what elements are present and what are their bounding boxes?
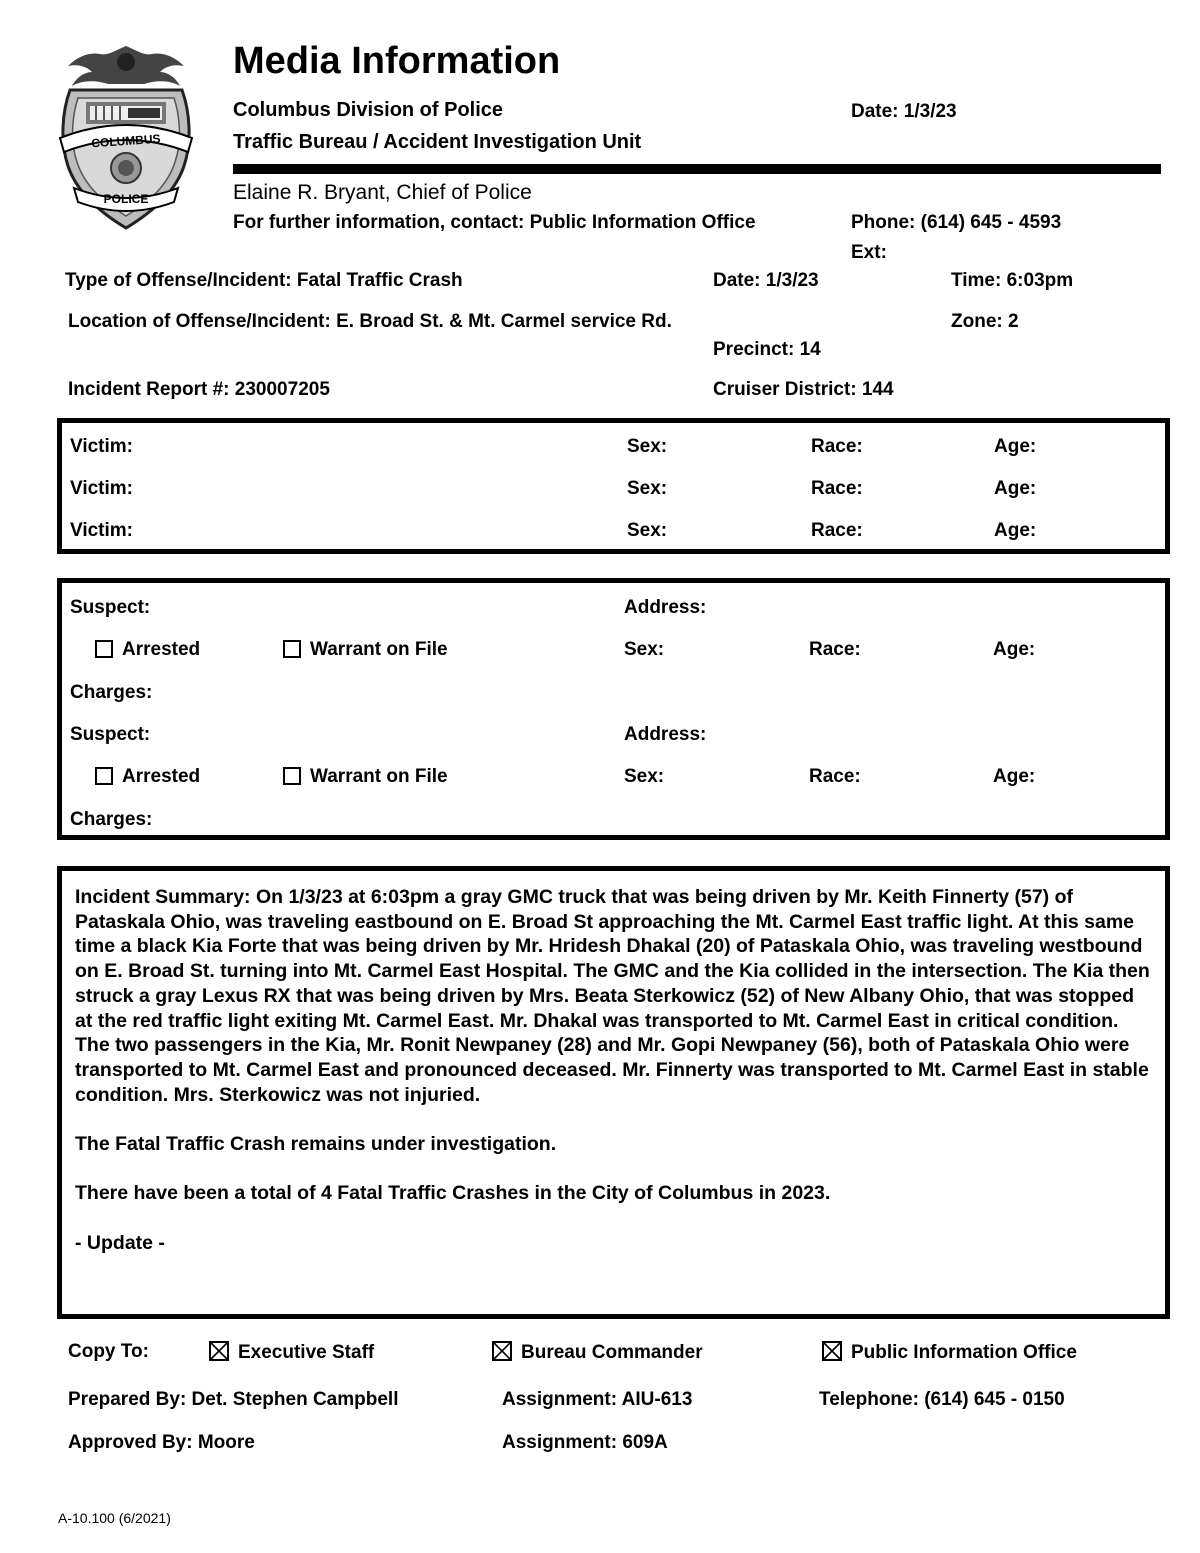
incident-precinct: Precinct: 14 xyxy=(713,339,821,360)
incident-time: Time: 6:03pm xyxy=(951,270,1074,291)
suspect-age: Age: xyxy=(993,766,1036,787)
victim-sex: Sex: xyxy=(627,520,668,541)
page-title: Media Information xyxy=(233,40,561,82)
warrant-checkbox[interactable] xyxy=(283,640,301,658)
victim-sex: Sex: xyxy=(627,478,668,499)
victim-race: Race: xyxy=(811,436,863,457)
victims-box xyxy=(57,418,1170,554)
incident-summary-box xyxy=(57,866,1170,1319)
prepared-by: Prepared By: Det. Stephen Campbell xyxy=(68,1389,399,1410)
suspect-race: Race: xyxy=(809,766,861,787)
chief-name: Elaine R. Bryant, Chief of Police xyxy=(233,181,532,204)
arrested-checkbox-row[interactable] xyxy=(95,766,200,788)
suspect-charges: Charges: xyxy=(70,682,153,703)
incident-zone: Zone: 2 xyxy=(951,311,1019,332)
suspect-label: Suspect: xyxy=(70,724,151,745)
warrant-label: Warrant on File xyxy=(310,639,448,660)
suspect-race: Race: xyxy=(809,639,861,660)
incident-report-number: Incident Report #: 230007205 xyxy=(68,379,330,400)
victim-age: Age: xyxy=(994,478,1037,499)
victim-label: Victim: xyxy=(70,520,134,541)
public-information-office-label: Public Information Office xyxy=(851,1342,1077,1363)
arrested-checkbox[interactable] xyxy=(95,640,113,658)
badge-top-text: COLUMBUS xyxy=(90,131,161,151)
suspect-address: Address: xyxy=(624,597,707,618)
form-code: A-10.100 (6/2021) xyxy=(58,1510,171,1526)
arrested-label: Arrested xyxy=(122,766,201,787)
checked-box-icon[interactable] xyxy=(492,1341,512,1361)
suspects-box xyxy=(57,578,1170,840)
checked-box-icon[interactable] xyxy=(209,1341,229,1361)
victim-sex: Sex: xyxy=(627,436,668,457)
copy-executive-staff[interactable] xyxy=(209,1341,374,1364)
copy-bureau-commander[interactable] xyxy=(492,1341,703,1364)
phone-number: Phone: (614) 645 - 4593 xyxy=(851,212,1062,233)
division-name: Columbus Division of Police xyxy=(233,99,504,121)
checked-box-icon[interactable] xyxy=(822,1341,842,1361)
victim-race: Race: xyxy=(811,478,863,499)
arrested-label: Arrested xyxy=(122,639,201,660)
prepared-telephone: Telephone: (614) 645 - 0150 xyxy=(819,1389,1065,1410)
suspect-age: Age: xyxy=(993,639,1036,660)
victim-age: Age: xyxy=(994,520,1037,541)
header-date: Date: 1/3/23 xyxy=(851,101,957,122)
offense-type: Type of Offense/Incident: Fatal Traffic Crash xyxy=(65,270,463,291)
unit-name: Traffic Bureau / Accident Investigation Unit xyxy=(233,131,642,153)
summary-update: - Update - xyxy=(75,1231,165,1254)
copy-to-label: Copy To: xyxy=(68,1341,149,1362)
victim-label: Victim: xyxy=(70,436,134,457)
arrested-checkbox-row[interactable] xyxy=(95,639,200,661)
approved-assignment: Assignment: 609A xyxy=(502,1432,668,1453)
incident-date: Date: 1/3/23 xyxy=(713,270,819,291)
warrant-checkbox-row[interactable] xyxy=(283,639,448,661)
victim-race: Race: xyxy=(811,520,863,541)
contact-info: For further information, contact: Public Information Office xyxy=(233,212,756,233)
incident-summary-text xyxy=(75,885,1155,1280)
summary-paragraph: Incident Summary: On 1/3/23 at 6:03pm a gray GMC truck that was being driven by Mr. Keith Finnerty (57) of Pataskala Ohio, was traveling eastbound on E. Broad St approaching the Mt. Carmel East traffic light. At this same time a black Kia Forte that was being driven by Mr. Hridesh Dhakal (20) of Pataskala Ohio, was traveling westbound on E. Broad St. turning into Mt. Carmel East Hospital. The GMC and the Kia collided in the intersection. The Kia then struck a gray Lexus RX that was being driven by Mrs. Beata Sterkowicz (52) of New Albany Ohio, that was stopped at the red traffic light exiting Mt. Carmel East. Mr. Dhakal was transported to Mt. Carmel East in critical condition. The two passengers in the Kia, Mr. Ronit Newpaney (28) and Mr. Gopi Newpaney (56), both of Pataskala Ohio were transported to Mt. Carmel East and pronounced deceased. Mr. Finnerty was transported to Mt. Carmel East in stable condition. Mrs. Sterkowicz was not injuried. xyxy=(75,886,1150,1106)
warrant-checkbox-row[interactable] xyxy=(283,766,448,788)
police-badge-logo xyxy=(56,42,196,232)
suspect-sex: Sex: xyxy=(624,766,665,787)
arrested-checkbox[interactable] xyxy=(95,767,113,785)
header-rule xyxy=(233,164,1161,174)
victim-label: Victim: xyxy=(70,478,134,499)
phone-ext: Ext: xyxy=(851,242,887,263)
summary-paragraph: There have been a total of 4 Fatal Traffic Crashes in the City of Columbus in 2023. xyxy=(75,1182,831,1205)
cruiser-district: Cruiser District: 144 xyxy=(713,379,894,400)
suspect-sex: Sex: xyxy=(624,639,665,660)
approved-by: Approved By: Moore xyxy=(68,1432,255,1453)
warrant-label: Warrant on File xyxy=(310,766,448,787)
badge-bottom-text: POLICE xyxy=(103,192,149,206)
suspect-label: Suspect: xyxy=(70,597,151,618)
warrant-checkbox[interactable] xyxy=(283,767,301,785)
copy-public-information-office[interactable] xyxy=(822,1341,1077,1364)
suspect-address: Address: xyxy=(624,724,707,745)
executive-staff-label: Executive Staff xyxy=(238,1342,375,1363)
incident-location: Location of Offense/Incident: E. Broad St. & Mt. Carmel service Rd. xyxy=(68,311,672,332)
prepared-assignment: Assignment: AIU-613 xyxy=(502,1389,693,1410)
summary-paragraph: The Fatal Traffic Crash remains under investigation. xyxy=(75,1133,557,1156)
suspect-charges: Charges: xyxy=(70,809,153,830)
victim-age: Age: xyxy=(994,436,1037,457)
bureau-commander-label: Bureau Commander xyxy=(521,1342,703,1363)
